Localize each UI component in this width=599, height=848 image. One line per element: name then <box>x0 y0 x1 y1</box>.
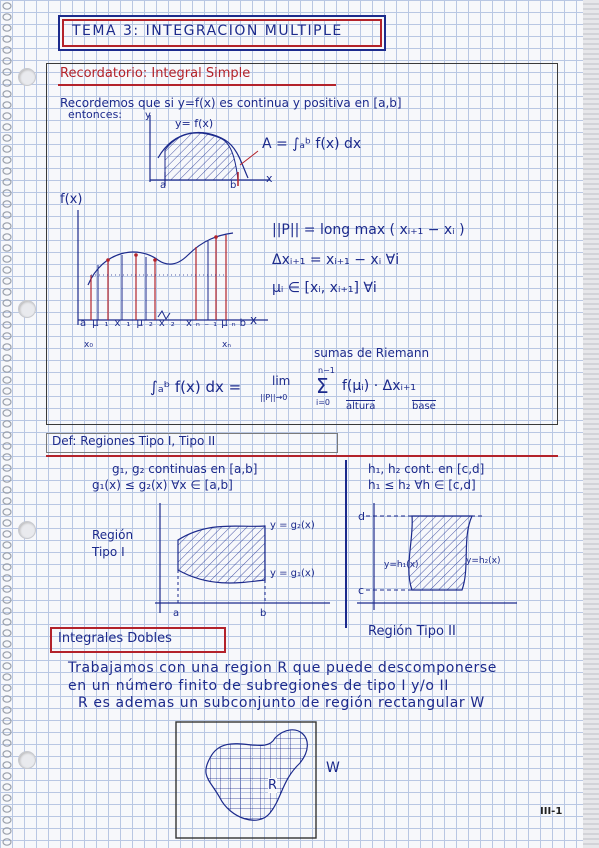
b-label: b <box>230 180 237 191</box>
punch-hole <box>18 68 36 86</box>
spiral-ring <box>3 146 11 152</box>
section3-line1: Trabajamos con una region R que puede descomponerse <box>68 660 498 676</box>
spiral-ring <box>3 3 11 9</box>
spiral-ring <box>3 509 11 515</box>
fx-label: f(x) <box>60 192 83 207</box>
section3-title: Integrales Dobles <box>58 631 172 646</box>
spiral-ring <box>3 322 11 328</box>
sigma-icon: Σ <box>316 374 329 398</box>
spiral-ring <box>3 718 11 724</box>
spiral-ring <box>3 762 11 768</box>
title-underline <box>58 84 336 86</box>
section2-title: Def: Regiones Tipo I, Tipo II <box>52 434 216 448</box>
spiral-ring <box>3 454 11 460</box>
R-label: R <box>268 778 278 793</box>
type2-cond2: h₁ ≤ h₂ ∀h ∈ [c,d] <box>368 478 476 492</box>
punch-hole <box>18 300 36 318</box>
spiral-ring <box>3 91 11 97</box>
spiral-ring <box>3 80 11 86</box>
spiral-ring <box>3 476 11 482</box>
spiral-ring <box>3 575 11 581</box>
area-formula: A = ∫ₐᵇ f(x) dx <box>262 136 362 152</box>
riemann-caption: sumas de Riemann <box>314 346 430 360</box>
section3-line2: en un número finito de subregiones de tipo I y/o II <box>68 678 450 694</box>
limit: lim <box>272 374 291 388</box>
spiral-ring <box>3 806 11 812</box>
spiral-ring <box>3 729 11 735</box>
spiral-ring <box>3 36 11 42</box>
h2-label: y=h₂(x) <box>466 556 501 566</box>
torn-edge <box>583 0 599 848</box>
intro-text: Recordemos que si y=f(x) es continua y positiva en [a,b] <box>60 96 402 110</box>
spiral-ring <box>3 234 11 240</box>
d-label: d <box>358 510 365 523</box>
spiral-ring <box>3 113 11 119</box>
spiral-ring <box>3 553 11 559</box>
y-axis-label: y <box>145 110 151 121</box>
page-title: TEMA 3: INTEGRACION MULTIPLE <box>72 23 343 39</box>
spiral-ring <box>3 157 11 163</box>
x-axis-label: x <box>266 172 273 185</box>
spiral-ring <box>3 564 11 570</box>
spiral-ring <box>3 289 11 295</box>
spiral-ring <box>3 212 11 218</box>
punch-hole <box>18 521 36 539</box>
spiral-ring <box>3 179 11 185</box>
x-tick-labels-right: xₙ₋₁μₙb <box>186 318 250 329</box>
spiral-ring <box>3 168 11 174</box>
spiral-ring <box>3 355 11 361</box>
x-axis-label-2: x <box>250 313 258 327</box>
c-label: c <box>358 584 365 597</box>
limit-subscript: ||P||→0 <box>260 393 288 402</box>
type1-cond1: g₁, g₂ continuas en [a,b] <box>112 462 258 476</box>
spiral-ring <box>3 498 11 504</box>
section-divider <box>46 455 558 457</box>
spiral-ring <box>3 795 11 801</box>
spiral-ring <box>3 773 11 779</box>
delta-formula: Δxᵢ₊₁ = xᵢ₊₁ − xᵢ ∀i <box>272 252 400 268</box>
spiral-ring <box>3 388 11 394</box>
spiral-ring <box>3 740 11 746</box>
column-divider <box>345 460 347 628</box>
spiral-ring <box>3 652 11 658</box>
riemann-graph <box>58 205 273 355</box>
spiral-ring <box>3 619 11 625</box>
spiral-ring <box>3 69 11 75</box>
spiral-ring <box>3 432 11 438</box>
riemann-term: f(μᵢ) · Δxᵢ₊₁ <box>342 378 416 394</box>
spiral-ring <box>3 223 11 229</box>
spiral-ring <box>3 421 11 427</box>
a-label: a <box>160 180 167 191</box>
region1-caption-2: Tipo I <box>92 545 125 559</box>
spiral-binding <box>0 0 14 848</box>
spiral-ring <box>3 487 11 493</box>
h1-label: y=h₁(x) <box>384 560 419 570</box>
spiral-ring <box>3 839 11 845</box>
spiral-ring <box>3 586 11 592</box>
spiral-ring <box>3 784 11 790</box>
section1-title: Recordatorio: Integral Simple <box>60 66 251 81</box>
spiral-ring <box>3 245 11 251</box>
spiral-ring <box>3 663 11 669</box>
b-label-2: b <box>260 608 267 619</box>
spiral-ring <box>3 751 11 757</box>
spiral-ring <box>3 443 11 449</box>
page-number: III-1 <box>540 806 563 817</box>
punch-hole <box>18 751 36 769</box>
spiral-ring <box>3 597 11 603</box>
spiral-ring <box>3 465 11 471</box>
spiral-ring <box>3 542 11 548</box>
spiral-ring <box>3 817 11 823</box>
spiral-ring <box>3 190 11 196</box>
riemann-integral: ∫ₐᵇ f(x) dx = <box>150 378 242 396</box>
spiral-ring <box>3 124 11 130</box>
spiral-ring <box>3 377 11 383</box>
norm-formula: ||P|| = long max ( xᵢ₊₁ − xᵢ ) <box>272 222 465 238</box>
region-type1-graph <box>140 498 340 623</box>
spiral-ring <box>3 267 11 273</box>
spiral-ring <box>3 630 11 636</box>
spiral-ring <box>3 25 11 31</box>
mu-formula: μᵢ ∈ [xᵢ, xᵢ₊₁] ∀i <box>272 280 377 296</box>
type2-cond1: h₁, h₂ cont. en [c,d] <box>368 462 485 476</box>
spiral-ring <box>3 641 11 647</box>
g2-label: y = g₂(x) <box>270 520 315 531</box>
spiral-ring <box>3 828 11 834</box>
spiral-ring <box>3 14 11 20</box>
base-label: base <box>412 401 436 412</box>
section3-line3: R es ademas un subconjunto de región rectangular W <box>78 695 485 711</box>
spiral-ring <box>3 58 11 64</box>
spiral-ring <box>3 410 11 416</box>
xn-label: xₙ <box>222 340 231 350</box>
W-label: W <box>326 760 340 776</box>
spiral-ring <box>3 300 11 306</box>
spiral-ring <box>3 201 11 207</box>
spiral-ring <box>3 696 11 702</box>
spiral-ring <box>3 102 11 108</box>
x0-label: x₀ <box>84 340 93 350</box>
g1-label: y = g₁(x) <box>270 568 315 579</box>
spiral-ring <box>3 278 11 284</box>
spiral-ring <box>3 608 11 614</box>
spiral-ring <box>3 531 11 537</box>
spiral-ring <box>3 685 11 691</box>
a-label-2: a <box>173 608 180 619</box>
spiral-ring <box>3 344 11 350</box>
spiral-ring <box>3 399 11 405</box>
x-tick-labels: aμ₁x₁μ₂x₂ <box>80 318 181 329</box>
sum-bottom: i=0 <box>316 398 331 407</box>
spiral-ring <box>3 333 11 339</box>
sum-top: n−1 <box>318 366 335 375</box>
intro-text-2: entonces: <box>68 108 123 121</box>
altura-label: altura <box>346 401 376 412</box>
region1-caption-1: Región <box>92 528 134 542</box>
spiral-ring <box>3 366 11 372</box>
spiral-ring <box>3 311 11 317</box>
spiral-ring <box>3 47 11 53</box>
spiral-ring <box>3 256 11 262</box>
spiral-ring <box>3 520 11 526</box>
spiral-ring <box>3 135 11 141</box>
spiral-ring <box>3 707 11 713</box>
region2-caption: Región Tipo II <box>368 624 456 639</box>
type1-cond2: g₁(x) ≤ g₂(x) ∀x ∈ [a,b] <box>92 478 233 492</box>
region-W-graph <box>170 718 320 843</box>
spiral-ring <box>3 674 11 680</box>
curve-label: y= f(x) <box>175 117 214 130</box>
